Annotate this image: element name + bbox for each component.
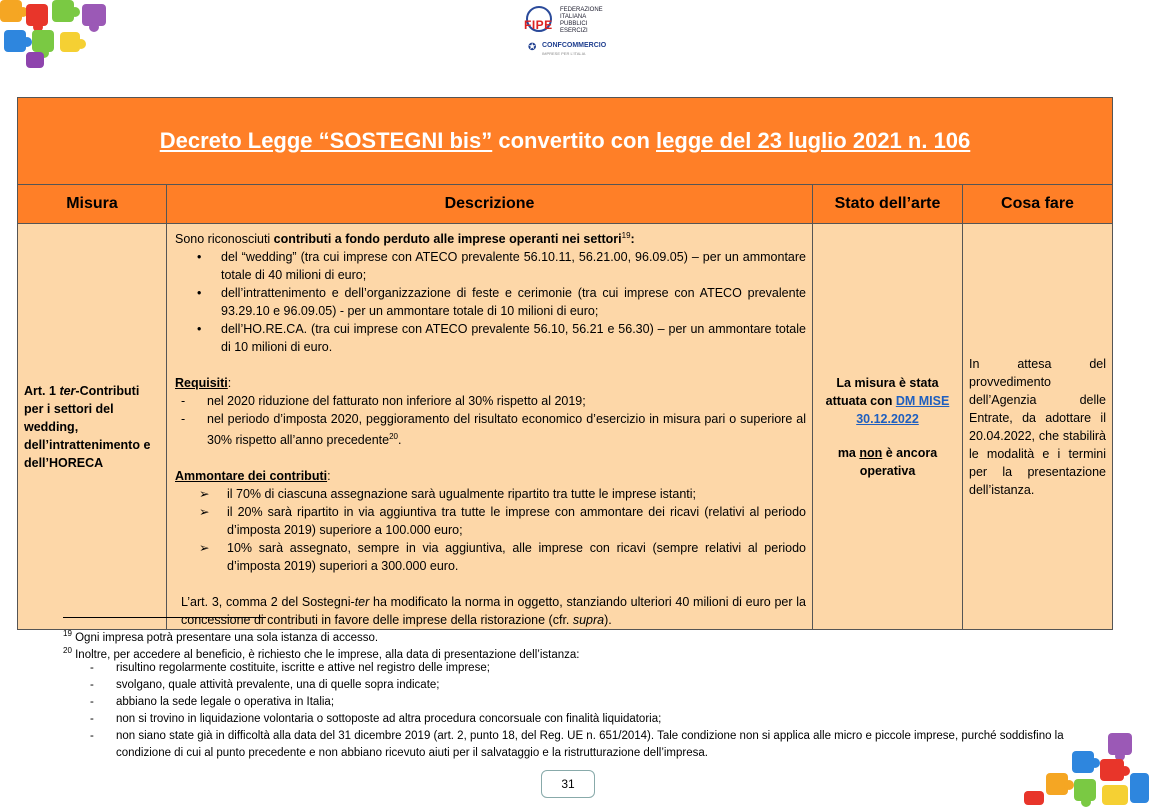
column-header-stato: Stato dell’arte — [813, 185, 963, 224]
list-item: - non siano state già in difficoltà alla data del 31 dicembre 2019 (art. 2, punto 18, del Reg. UE n. 651/2014). Tale condizione non si applica alle micro e piccole imprese, purché soddisfino la condizione di cui al punto precedente e non abbiano ricevuto aiuti per il salvataggio e la ristrutturazione dell’impresa. — [90, 730, 1064, 759]
misura-text: -Contributi per i settori del wedding, dell’intrattenimento e dell’HORECA — [24, 383, 151, 470]
cell-descrizione — [167, 224, 813, 630]
page-number: 31 — [541, 770, 595, 798]
list-item: • del “wedding” (tra cui imprese con ATECO prevalente 56.10.11, 56.21.00, 96.09.05) – per un ammontare totale di 40 milioni di euro; — [197, 250, 806, 283]
logo-fipe-text: FIPE — [524, 18, 553, 32]
cell-stato — [813, 224, 963, 630]
list-item: - nel periodo d’imposta 2020, peggioramento del risultato economico d’esercizio in misura pari o superiore al 30% rispetto all’anno precedente$^{20}$. — [181, 412, 806, 448]
footnote-19: $^{19}$ Ogni impresa potrà presentare una sola istanza di accesso. — [63, 629, 379, 644]
misura-prefix: Art. 1 — [24, 383, 60, 398]
confcommercio-emblem-icon: ✪ — [528, 42, 537, 53]
requisiti-list — [175, 392, 806, 449]
measures-table — [17, 97, 1113, 630]
table-row — [18, 224, 1113, 630]
ammontare-heading: Ammontare dei contributi: — [175, 469, 331, 484]
stato-note: ma non è ancora operativa — [837, 445, 938, 478]
list-item: - abbiano la sede legale o operativa in Italia; — [90, 696, 335, 708]
puzzle-decoration-top-left — [0, 0, 120, 72]
list-item: • dell’intrattenimento e dell’organizzazione di feste e cerimonie (tra cui imprese con ATECO prevalente 93.29.10 e 96.09.05) - per un ammontare totale di 10 milioni di euro; — [197, 286, 806, 319]
list-item: ➢ il 70% di ciascuna assegnazione sarà ugualmente ripartito tra tutte le imprese istanti; — [199, 487, 697, 502]
list-item: ➢ 10% sarà assegnato, sempre in via aggiuntiva, alle imprese con ricavi (sempre relativi al periodo d’imposta 2019) superiori a 300.000 euro. — [199, 541, 806, 574]
logo-federation-text: FEDERAZIONE ITALIANA PUBBLICI ESERCIZI — [560, 7, 603, 34]
title-decree: Decreto Legge “SOSTEGNI bis” — [159, 128, 493, 153]
dm-mise-link[interactable]: DM MISE 30.12.2022 — [856, 393, 950, 426]
desc-intro: Sono riconosciuti contributi a fondo perduto alle imprese operanti nei settori$^{19}$: — [175, 231, 635, 247]
misura-italic: ter — [59, 383, 76, 398]
logo-confcommercio-text: CONFCOMMERCIO — [542, 42, 607, 49]
list-item: - risultino regolarmente costituite, iscritte e attive nel registro delle imprese; — [90, 662, 490, 674]
list-item: - svolgano, quale attività prevalente, una di quelle sopra indicate; — [90, 679, 440, 691]
list-item: - nel 2020 riduzione del fatturato non inferiore al 30% rispetto al 2019; — [181, 394, 586, 409]
cell-misura — [18, 224, 167, 630]
column-header-descrizione: Descrizione — [167, 185, 813, 224]
table-title — [18, 98, 1113, 185]
ammontare-list — [175, 485, 806, 575]
column-header-misura: Misura — [18, 185, 167, 224]
cell-cosa-fare: In attesa del provvedimento dell’Agenzia delle Entrate, da adottare il 20.04.2022, che stabilirà le modalità e i termini per la presentazione dell’istanza. — [963, 224, 1113, 630]
sector-list — [175, 248, 806, 356]
title-law: legge del 23 luglio 2021 n. 106 — [656, 128, 971, 153]
footnote-20: $^{20}$ Inoltre, per accedere al beneficio, è richiesto che le imprese, alla data di presentazione dell’istanza: — [63, 646, 580, 661]
fipe-logo — [524, 4, 614, 58]
title-middle: convertito con — [492, 128, 657, 153]
stato-text: La misura è stata attuata con DM MISE 30.12.2022 — [825, 375, 950, 426]
column-header-cosa-fare: Cosa fare — [963, 185, 1113, 224]
list-item: - non si trovino in liquidazione volontaria o sottoposte ad altra procedura concorsuale con finalità liquidatoria; — [90, 713, 662, 725]
requisiti-heading: Requisiti: — [175, 376, 232, 391]
list-item: ➢ il 20% sarà ripartito in via aggiuntiva tra tutte le imprese con ammontare dei ricavi (relativi al periodo d’imposta 2019) superiore a 100.000 euro; — [199, 505, 806, 538]
footnote-20-list — [90, 660, 1070, 762]
list-item: • dell’HO.RE.CA. (tra cui imprese con ATECO prevalente 56.10, 56.21 e 56.30) – per un ammontare totale di 10 milioni di euro. — [197, 322, 806, 355]
desc-final-note: L’art. 3, comma 2 del Sostegni-ter ha modificato la norma in oggetto, stanziando ulteriori 40 milioni di euro per la concessione di contributi in favore delle imprese della ristorazione (cfr. supra). — [181, 595, 806, 628]
logo-confcommercio-subtext: IMPRESE PER L'ITALIA — [542, 51, 586, 56]
footnote-separator — [63, 617, 266, 618]
